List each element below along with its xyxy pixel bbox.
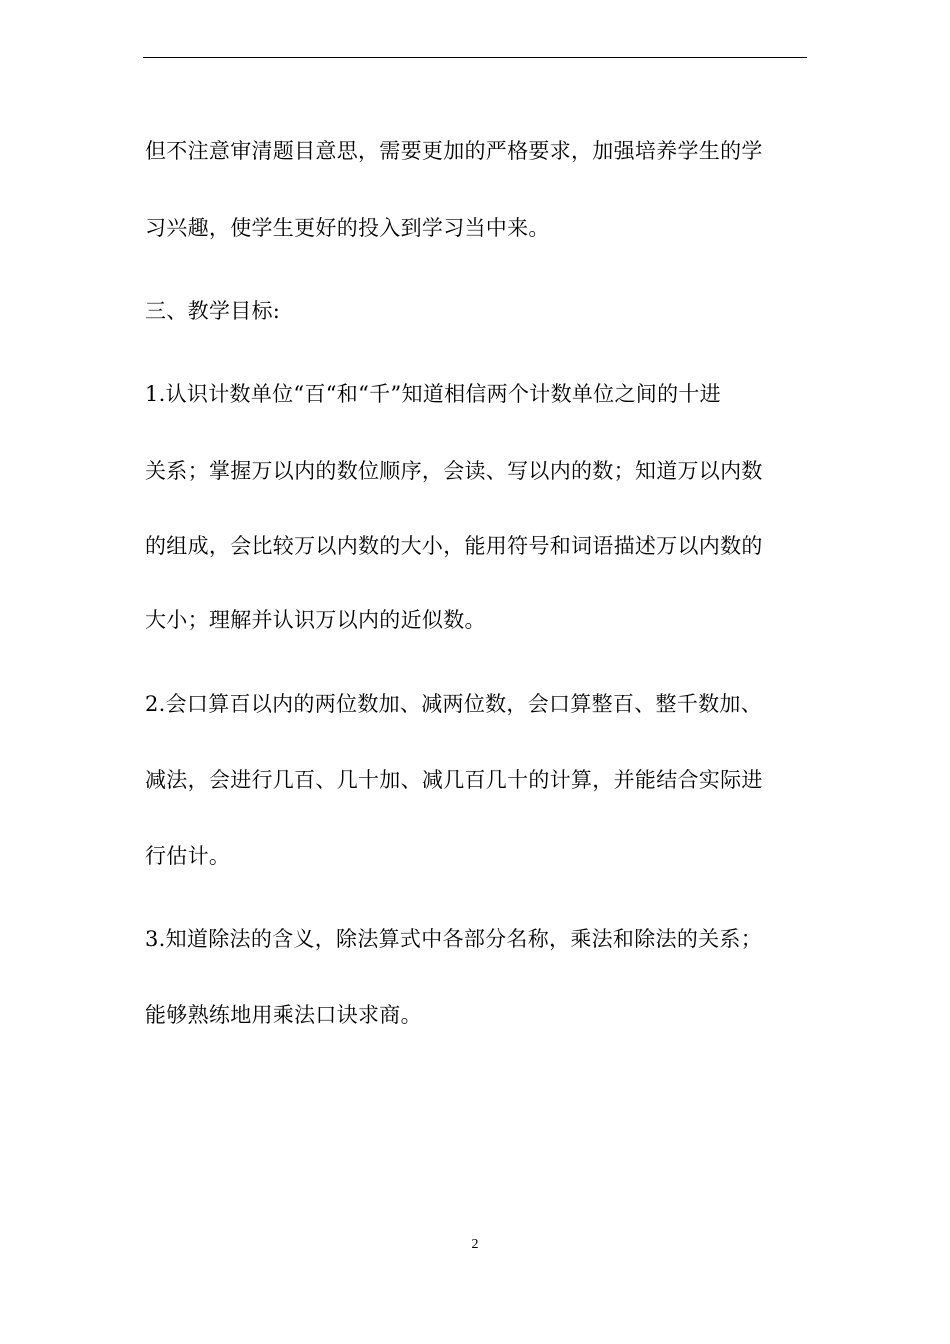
text-line-2: 习兴趣，使学生更好的投入到学习当中来。: [145, 216, 550, 240]
text-line-1: 但不注意审清题目意思，需要更加的严格要求，加强培养学生的学: [145, 139, 763, 163]
text-line-12: 能够熟练地用乘法口诀求商。: [145, 1003, 422, 1027]
text-line-5: 关系；掌握万以内的数位顺序，会读、写以内的数；知道万以内数: [145, 459, 763, 483]
text-line-10: 行估计。: [145, 844, 231, 868]
text-line-9: 减法，会进行几百、几十加、减几百几十的计算，并能结合实际进: [145, 768, 763, 792]
text-line-4: 1.认识计数单位“百“和“千”知道相信两个计数单位之间的十进: [145, 382, 721, 406]
text-line-8: 2.会口算百以内的两位数加、减两位数，会口算整百、整千数加、: [145, 692, 763, 716]
text-line-6: 的组成，会比较万以内数的大小，能用符号和词语描述万以内数的: [145, 534, 763, 558]
text-line-7: 大小；理解并认识万以内的近似数。: [145, 608, 486, 632]
text-line-11: 3.知道除法的含义，除法算式中各部分名称，乘法和除法的关系；: [145, 927, 763, 951]
page-number: 2: [471, 1237, 479, 1252]
section-heading: 三、教学目标:: [145, 299, 281, 323]
header-rule: [143, 57, 807, 58]
